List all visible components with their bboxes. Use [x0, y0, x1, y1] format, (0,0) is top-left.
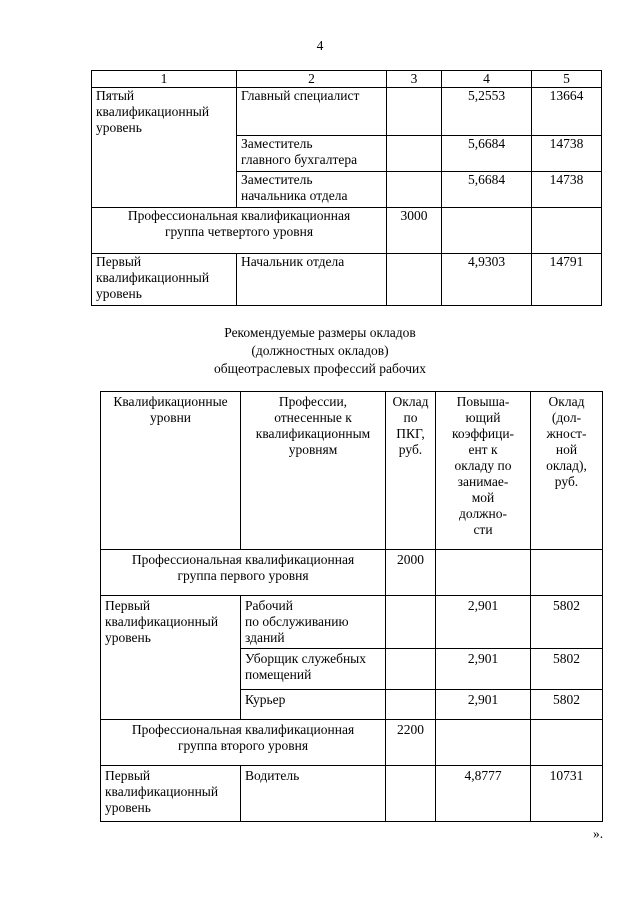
- group-base-salary: 3000: [387, 208, 442, 254]
- positions-table: [91, 70, 602, 306]
- empty-cell: [531, 720, 603, 766]
- page-number: 4: [316, 38, 324, 53]
- group-row: [101, 720, 603, 766]
- salary-value: 14791: [532, 254, 602, 306]
- profession-name: Курьер: [241, 690, 386, 720]
- position-name: Заместитель главного бухгалтера: [237, 136, 387, 172]
- salary-value: 14738: [532, 172, 602, 208]
- empty-cell: [436, 550, 531, 596]
- coefficient-value: 5,6684: [442, 136, 532, 172]
- base-salary-cell: [387, 172, 442, 208]
- qualification-level: Пятый квалификационный уровень: [92, 88, 237, 208]
- coefficient-value: 2,901: [436, 649, 531, 690]
- base-salary-cell: [387, 254, 442, 306]
- group-base-salary: 2200: [386, 720, 436, 766]
- table-row: [101, 766, 603, 822]
- header-salary: Оклад (дол- жност- ной оклад), руб.: [531, 392, 603, 550]
- column-number: 2: [237, 71, 387, 88]
- table-row: [101, 596, 603, 649]
- group-title: Профессиональная квалификационная группа второго уровня: [101, 720, 386, 766]
- group-row: [101, 550, 603, 596]
- section-heading: Рекомендуемые размеры окладов (должностных окладов) общеотраслевых профессий рабочих: [213, 325, 427, 376]
- position-name: Начальник отдела: [237, 254, 387, 306]
- salary-value: 5802: [531, 649, 603, 690]
- header-professions: Профессии, отнесенные к квалификационным уровням: [241, 392, 386, 550]
- empty-cell: [442, 208, 532, 254]
- column-number: 3: [387, 71, 442, 88]
- coefficient-value: 5,6684: [442, 172, 532, 208]
- coefficient-value: 4,8777: [436, 766, 531, 822]
- header-coefficient: Повыша- ющий коэффици- ент к окладу по занимае- мой должно- сти: [436, 392, 531, 550]
- column-number: 4: [442, 71, 532, 88]
- salary-value: 14738: [532, 136, 602, 172]
- base-salary-cell: [386, 690, 436, 720]
- empty-cell: [436, 720, 531, 766]
- header-base-salary: Оклад по ПКГ, руб.: [386, 392, 436, 550]
- group-title: Профессиональная квалификационная группа первого уровня: [101, 550, 386, 596]
- group-title: Профессиональная квалификационная группа четвертого уровня: [92, 208, 387, 254]
- base-salary-cell: [386, 766, 436, 822]
- coefficient-value: 2,901: [436, 596, 531, 649]
- table-header-row: [92, 71, 602, 88]
- profession-name: Рабочий по обслуживанию зданий: [241, 596, 386, 649]
- column-number: 1: [92, 71, 237, 88]
- qualification-level: Первый квалификационный уровень: [101, 766, 241, 822]
- coefficient-value: 2,901: [436, 690, 531, 720]
- professions-table: [100, 391, 603, 822]
- qualification-level: Первый квалификационный уровень: [92, 254, 237, 306]
- empty-cell: [531, 550, 603, 596]
- position-name: Заместитель начальника отдела: [237, 172, 387, 208]
- empty-cell: [532, 208, 602, 254]
- salary-value: 10731: [531, 766, 603, 822]
- coefficient-value: 5,2553: [442, 88, 532, 136]
- salary-value: 13664: [532, 88, 602, 136]
- table-row: [92, 254, 602, 306]
- profession-name: Водитель: [241, 766, 386, 822]
- closing-quote: ».: [593, 826, 604, 841]
- salary-value: 5802: [531, 596, 603, 649]
- coefficient-value: 4,9303: [442, 254, 532, 306]
- header-levels: Квалификационные уровни: [101, 392, 241, 550]
- table-row: [92, 88, 602, 136]
- qualification-level: Первый квалификационный уровень: [101, 596, 241, 720]
- profession-name: Уборщик служебных помещений: [241, 649, 386, 690]
- base-salary-cell: [386, 596, 436, 649]
- salary-value: 5802: [531, 690, 603, 720]
- position-name: Главный специалист: [237, 88, 387, 136]
- base-salary-cell: [387, 88, 442, 136]
- base-salary-cell: [386, 649, 436, 690]
- column-number: 5: [532, 71, 602, 88]
- group-base-salary: 2000: [386, 550, 436, 596]
- group-row: [92, 208, 602, 254]
- table-header-row: [101, 392, 603, 550]
- base-salary-cell: [387, 136, 442, 172]
